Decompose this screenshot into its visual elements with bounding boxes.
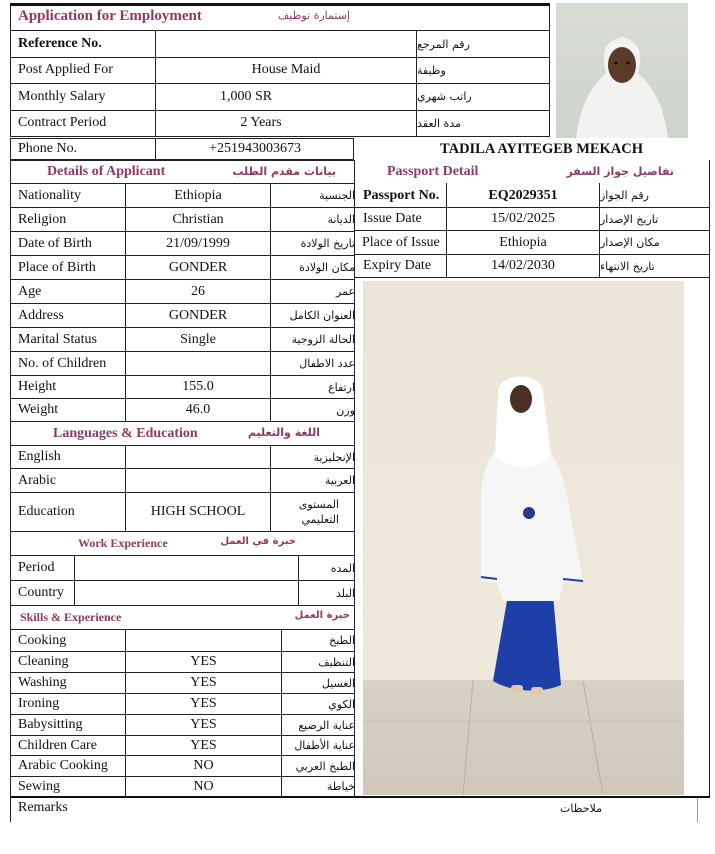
post-label-ar: وظيفة [417,63,446,77]
detail-label-ar: عمر [336,285,355,298]
period-label-ar: المده [330,561,355,575]
skill-value: YES [190,737,217,753]
reference-label-ar: رقم المرجع [417,37,470,51]
skill-label-ar: الطبخ العربي [295,759,355,773]
expiry-date-label: Expiry Date [363,258,432,273]
detail-label: Nationality [18,187,81,203]
portrait-figure-icon [556,3,688,138]
skill-label: Ironing [18,696,60,711]
work-title-ar: خبرة في العمل [220,536,296,547]
skill-label: Arabic Cooking [18,758,108,773]
skill-label-ar: الغسيل [321,676,355,690]
salary-label-ar: راتب شهري [417,90,472,103]
detail-label: Date of Birth [18,235,92,251]
languages-title: Languages & Education [53,426,198,441]
skill-value: YES [190,717,217,732]
detail-value: 46.0 [185,402,211,417]
languages-title-ar: اللغة والتعليم [247,426,320,439]
education-label-ar: المستوى التعليمي [298,498,339,526]
detail-label: No. of Children [18,355,107,371]
detail-value: Christian [172,211,224,227]
detail-label-ar: عدد الاطفال [299,357,355,370]
arabic-label-ar: العربية [324,474,355,487]
issue-date-value: 15/02/2025 [491,211,555,226]
post-label: Post Applied For [18,62,113,77]
detail-value [126,352,270,375]
skill-label-ar: الكوي [328,697,355,711]
phone-value: +251943003673 [209,141,301,156]
skill-label: Cleaning [18,654,69,669]
detail-label: Address [18,307,64,323]
place-of-issue-label-ar: مكان الإصدار [600,236,660,249]
detail-value: GONDER [168,307,228,323]
applicant-portrait-photo [556,3,688,138]
detail-label-ar: ارتفاع [328,380,355,394]
skills-title: Skills & Experience [20,610,122,624]
applicant-full-body-photo [363,281,684,795]
detail-value: 155.0 [182,379,214,394]
form-title: Application for Employment [18,8,202,24]
detail-label-ar: تاريخ الولادة [300,237,355,250]
skill-label: Sewing [18,778,60,794]
skill-label-ar: خياطة [326,780,355,793]
phone-label: Phone No. [18,141,78,156]
skill-label: Babysitting [18,717,83,732]
expiry-date-value: 14/02/2030 [491,258,555,273]
skills-title-ar: خبرة العمل [294,610,350,621]
salary-label: Monthly Salary [18,88,106,104]
skill-label: Cooking [18,632,67,648]
detail-value: Ethiopia [174,187,222,203]
arabic-value [126,469,270,492]
detail-value: Single [180,331,216,347]
passport-no-label: Passport No. [363,187,440,203]
country-label: Country [18,585,64,600]
education-value: HIGH SCHOOL [150,504,246,519]
skill-value: YES [190,696,217,711]
skill-value: NO [193,778,214,794]
detail-label-ar: الجنسية [319,189,355,202]
english-value [126,446,270,468]
form-title-arabic: إستمارة توظيف [277,9,350,22]
passport-title-ar: تفاصيل جواز السفر [566,165,674,178]
detail-value: 26 [191,283,205,299]
detail-label: Place of Birth [18,259,96,275]
education-label: Education [18,504,75,519]
detail-value: GONDER [168,259,228,275]
skill-label-ar: عناية الأطفال [294,739,355,752]
detail-label: Religion [18,211,67,227]
detail-label: Marital Status [18,331,97,347]
detail-value: 21/09/1999 [166,235,230,251]
skill-label-ar: عناية الرضيع [298,718,355,732]
detail-label-ar: الحالة الزوجية [291,333,355,346]
skill-label: Washing [18,675,67,690]
skill-value: YES [190,654,217,669]
detail-label-ar: الديانة [327,213,355,226]
reference-label: Reference No. [18,36,102,51]
contract-label: Contract Period [18,115,107,130]
place-of-issue-value: Ethiopia [499,234,547,250]
english-label-ar: الإنجليزية [313,450,355,464]
salary-value: 1,000 SR [219,88,273,104]
applicant-name: TADILA AYITEGEB MEKACH [440,140,644,157]
post-value: House Maid [251,62,321,77]
skill-value: NO [193,758,214,773]
arabic-label: Arabic [18,472,57,488]
full-body-figure-icon [363,281,684,795]
passport-no-value: EQ2029351 [488,187,558,203]
skill-label-ar: التنظيف [318,655,355,669]
details-title-ar: بيانات مقدم الطلب [232,165,336,178]
contract-value: 2 Years [240,115,282,130]
skill-value [126,630,281,651]
passport-no-label-ar: رقم الجواز [600,189,649,202]
country-value [75,581,298,605]
english-label: English [18,449,61,464]
expiry-date-label-ar: تاريخ الانتهاء [600,259,655,273]
detail-label-ar: وزن [336,403,355,417]
detail-label: Height [18,379,57,394]
issue-date-label: Issue Date [363,211,422,226]
country-label-ar: البلد [335,586,355,600]
contract-label-ar: مدة العقد [417,116,461,130]
detail-label: Weight [18,402,59,417]
detail-label: Age [18,283,42,299]
passport-title: Passport Detail [387,164,479,179]
remarks-label-ar: ملاحظات [560,801,602,815]
work-title: Work Experience [78,536,168,550]
details-title: Details of Applicant [47,164,166,179]
skill-label: Children Care [18,737,97,753]
issue-date-label-ar: تاريخ الإصدار [600,212,659,226]
detail-label-ar: العنوان الكامل [289,309,355,322]
period-label: Period [18,560,55,575]
reference-value [156,31,416,57]
detail-label-ar: مكان الولادة [299,261,355,274]
place-of-issue-label: Place of Issue [362,234,440,250]
skill-label-ar: الطبخ [329,634,355,647]
skill-value: YES [190,675,217,690]
remarks-label: Remarks [18,800,68,815]
period-value [75,556,298,580]
